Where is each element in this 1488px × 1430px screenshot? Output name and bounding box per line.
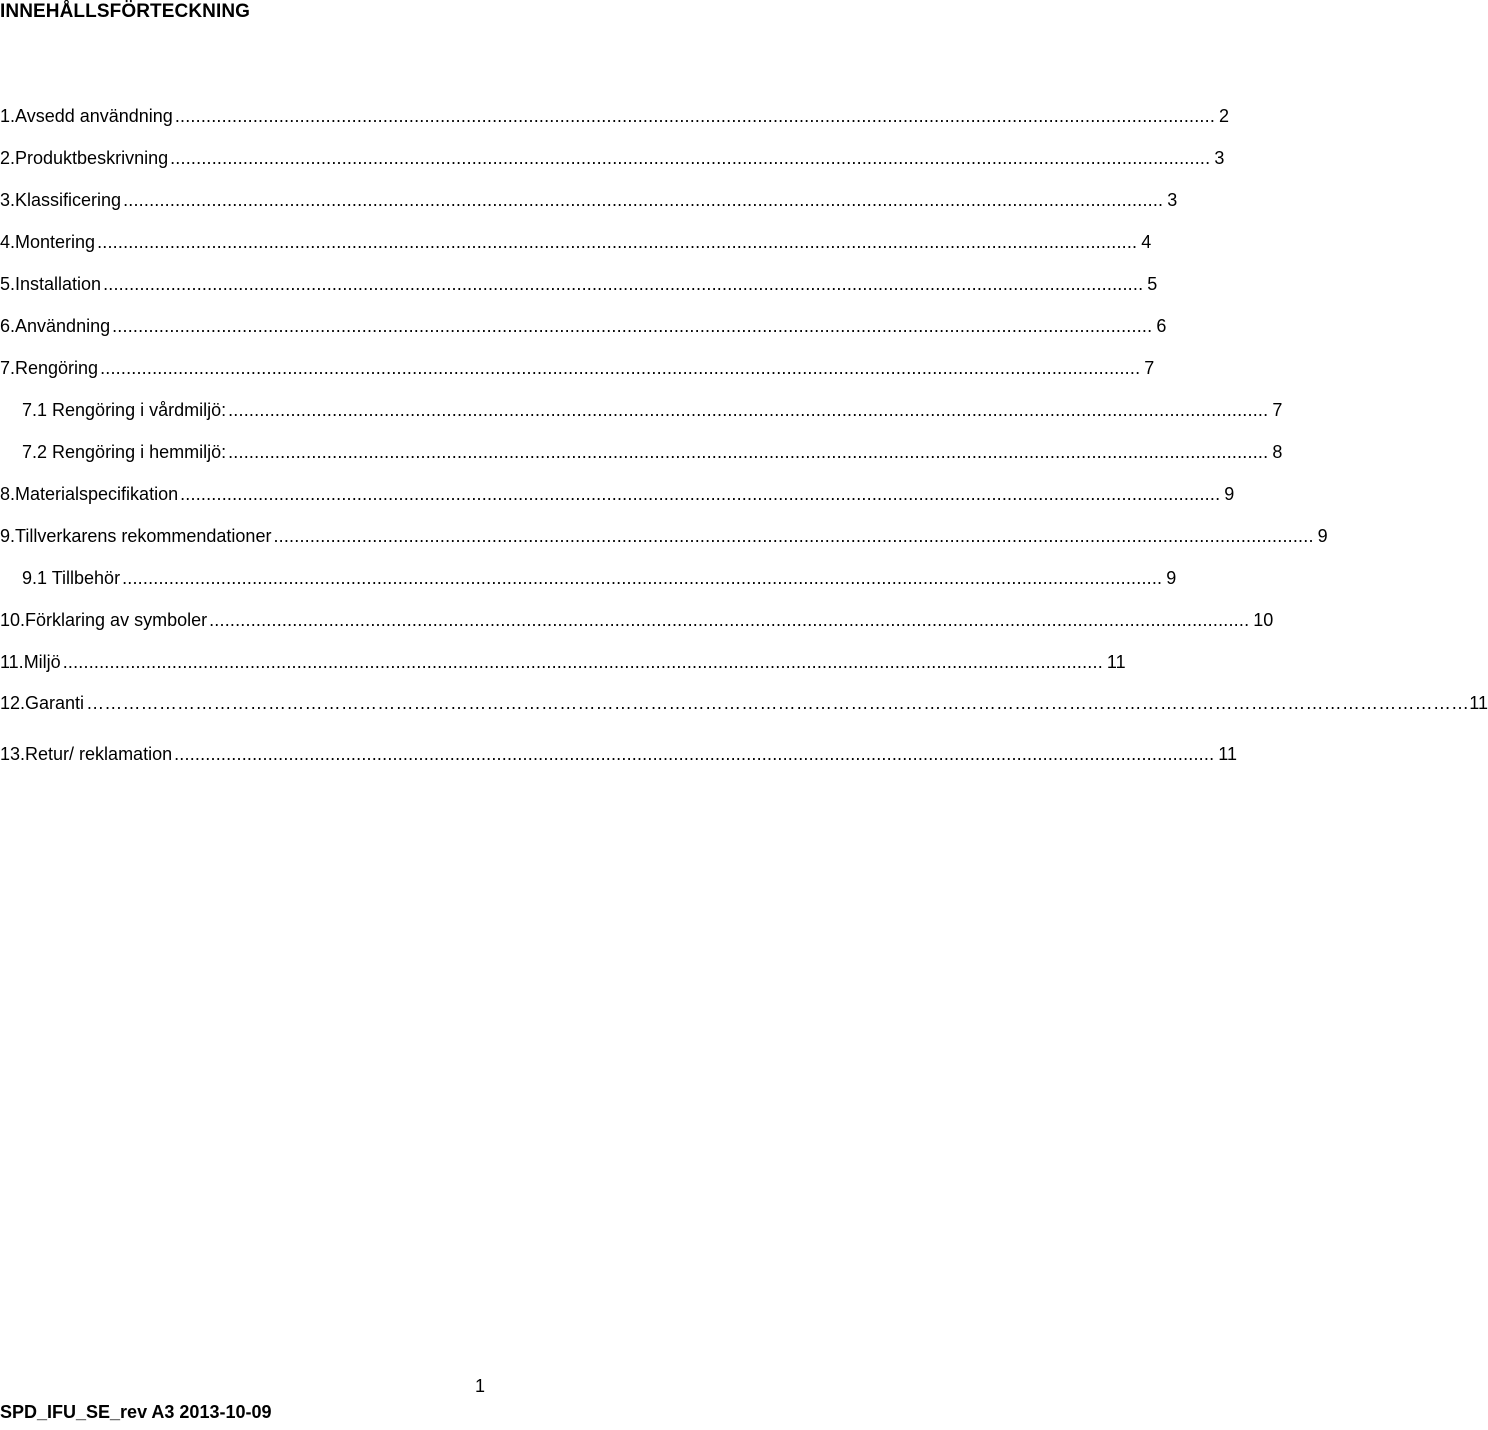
toc-entry[interactable] xyxy=(22,438,1283,466)
toc-entry-title: 9.1 Tillbehör xyxy=(22,568,121,588)
toc-entry-title: Tillverkarens rekommendationer xyxy=(15,526,272,546)
toc-entry[interactable] xyxy=(0,228,1152,256)
toc-entry-number: 13. xyxy=(0,744,26,764)
toc-leader: ........................................................................................................................................................................................................ xyxy=(112,316,1153,336)
toc-entry-number: 7. xyxy=(0,358,16,378)
toc-entry-title: Avsedd användning xyxy=(15,106,173,126)
toc-entry-page: 5 xyxy=(1147,274,1158,294)
toc-entry[interactable] xyxy=(0,144,1225,172)
toc-leader: ........................................................................................................................................................................................................ xyxy=(103,274,1144,294)
toc-entry-number: 1. xyxy=(0,106,16,126)
toc-entry-number: 9. xyxy=(0,526,16,546)
toc-entry-title: Miljö xyxy=(23,652,61,672)
toc-entry-number: 5. xyxy=(0,274,16,294)
toc-entry-page: 11 xyxy=(1106,652,1126,672)
toc-entry-page: 11 xyxy=(1469,693,1488,713)
page-number: 1 xyxy=(475,1376,486,1396)
toc-entry-number: 6. xyxy=(0,316,16,336)
toc-entry-title: Förklaring av symboler xyxy=(25,610,208,630)
toc-entry-number: 11. xyxy=(0,652,24,672)
toc-entry[interactable] xyxy=(0,648,1126,676)
toc-entry-page: 11 xyxy=(1218,744,1237,764)
toc-leader: ........................................................................................................................................................................................................ xyxy=(228,442,1269,462)
toc-entry[interactable] xyxy=(22,564,1177,592)
toc-entry-number: 10. xyxy=(0,610,26,630)
toc-leader: ........................................................................................................................................................................................................ xyxy=(273,526,1314,546)
toc-entry-number: 2. xyxy=(0,148,16,168)
toc-leader: ........................................................................................................................................................................................................ xyxy=(123,190,1164,210)
toc-entry-number: 12. xyxy=(0,693,26,713)
toc-leader: ........................................................................................................................................................................................................ xyxy=(174,744,1215,764)
toc-leader: ........................................................................................................................................................................................................ xyxy=(180,484,1221,504)
toc-entry[interactable] xyxy=(0,354,1155,382)
toc-entry-page: 2 xyxy=(1219,106,1230,126)
toc-entry-page: 6 xyxy=(1156,316,1167,336)
toc-leader: ........................................................................................................................................................................................................ xyxy=(100,358,1141,378)
toc-entry-title: 7.1 Rengöring i vårdmiljö: xyxy=(22,400,227,420)
toc-entry-number: 8. xyxy=(0,484,16,504)
toc-entry-page: 4 xyxy=(1141,232,1152,252)
toc-entry[interactable] xyxy=(0,312,1167,340)
toc-heading: INNEHÅLLSFÖRTECKNING xyxy=(0,1,251,22)
toc-entry-title: Installation xyxy=(15,274,102,294)
toc-leader: ........................................................................................................................................................................................................ xyxy=(174,106,1216,126)
toc-entry-title: Produktbeskrivning xyxy=(15,148,169,168)
toc-entry-title: Materialspecifikation xyxy=(15,484,179,504)
toc-entry-page: 10 xyxy=(1253,610,1274,630)
toc-entry-title: Klassificering xyxy=(15,190,122,210)
toc-entry-page: 9 xyxy=(1317,526,1328,546)
toc-leader: ........................................................................................................................................................................................................ xyxy=(209,610,1250,630)
toc-entry-title: 7.2 Rengöring i hemmiljö: xyxy=(22,442,227,462)
toc-entry[interactable] xyxy=(0,480,1235,508)
toc-entry-page: 8 xyxy=(1272,442,1283,462)
toc-leader: ………………………………………………………………………………………………………………………………………………………………………………………………………… xyxy=(86,693,1470,713)
toc-entry[interactable] xyxy=(0,102,1230,130)
toc-leader: ........................................................................................................................................................................................................ xyxy=(122,568,1163,588)
document-id: SPD_IFU_SE_rev A3 2013-10-09 xyxy=(0,1402,272,1422)
toc-entry-page: 3 xyxy=(1214,148,1225,168)
toc-entry[interactable] xyxy=(0,740,1237,768)
toc-entry-page: 9 xyxy=(1224,484,1235,504)
toc-entry[interactable] xyxy=(0,522,1328,550)
toc-entry-title: Användning xyxy=(15,316,111,336)
toc-entry-page: 7 xyxy=(1272,400,1283,420)
toc-entry-page: 7 xyxy=(1144,358,1155,378)
toc-entry[interactable] xyxy=(0,689,1488,717)
toc-entry-number: 4. xyxy=(0,232,16,252)
toc-entry[interactable] xyxy=(22,396,1283,424)
toc-entry[interactable] xyxy=(0,270,1158,298)
toc-leader: ........................................................................................................................................................................................................ xyxy=(228,400,1269,420)
toc-entry-number: 3. xyxy=(0,190,16,210)
toc-entry-title: Rengöring xyxy=(15,358,99,378)
toc-entry-page: 9 xyxy=(1166,568,1177,588)
toc-entry[interactable] xyxy=(0,186,1178,214)
toc-entry-title: Retur/ reklamation xyxy=(25,744,173,764)
toc-entry-title: Montering xyxy=(15,232,96,252)
toc-entry-page: 3 xyxy=(1167,190,1178,210)
toc-entry-title: Garanti xyxy=(25,693,85,713)
toc-leader: ........................................................................................................................................................................................................ xyxy=(170,148,1211,168)
toc-leader: ........................................................................................................................................................................................................ xyxy=(97,232,1138,252)
toc-leader: ........................................................................................................................................................................................................ xyxy=(62,652,1103,672)
toc-entry[interactable] xyxy=(0,606,1274,634)
